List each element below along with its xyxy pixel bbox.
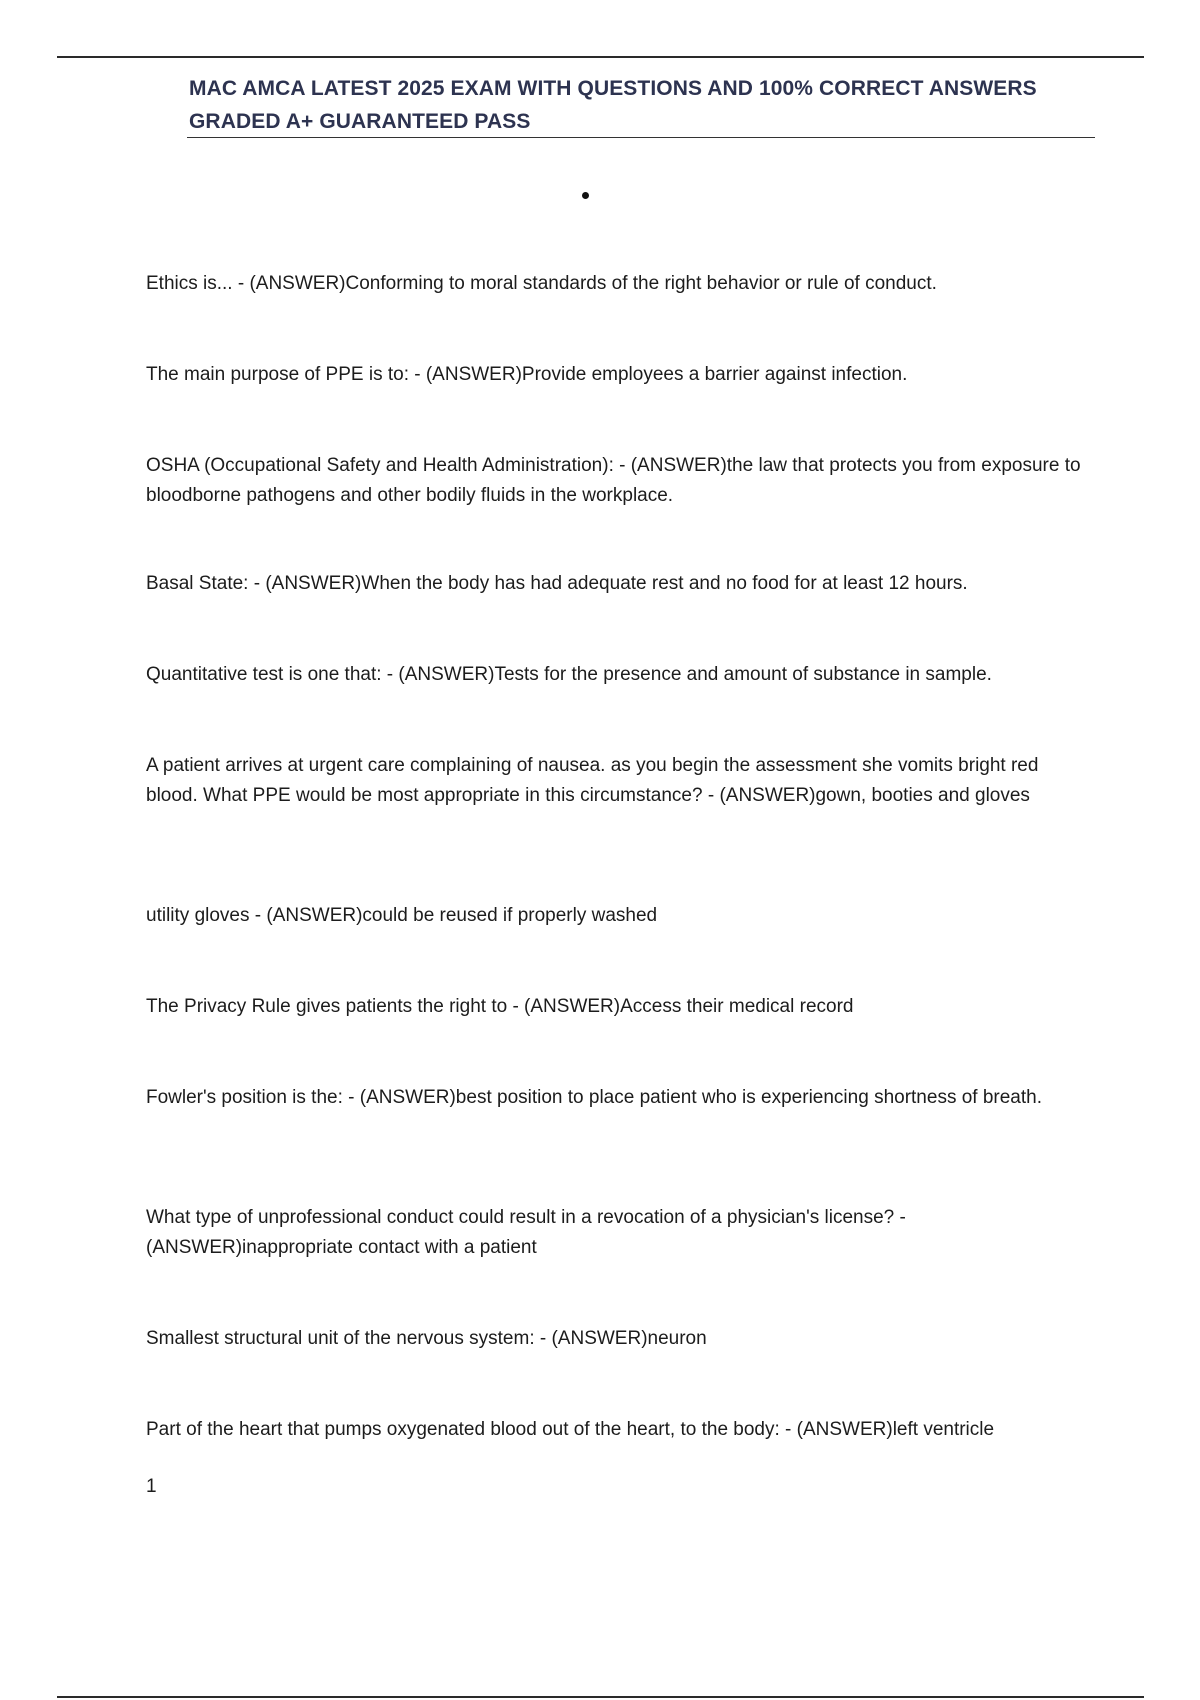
qa-item-ppe-purpose: The main purpose of PPE is to: - (ANSWER)Provide employees a barrier against infection. [146,364,908,385]
qa-item-utility-gloves: utility gloves - (ANSWER)could be reused if properly washed [146,905,658,926]
qa-item-heart-ventricle: Part of the heart that pumps oxygenated blood out of the heart, to the body: - (ANSWER)left ventricle [146,1419,995,1440]
qa-item-urgent-care-ppe: A patient arrives at urgent care complaining of nausea. as you begin the assessment she vomits bright red blood. What PPE would be most appropriate in this circumstance? - (ANSWER)gown, booties and gloves [146,755,1039,806]
bullet-point [582,192,589,199]
qa-item-nervous-system: Smallest structural unit of the nervous system: - (ANSWER)neuron [146,1328,707,1349]
qa-item-privacy-rule: The Privacy Rule gives patients the right to - (ANSWER)Access their medical record [146,996,854,1017]
page-number: 1 [146,1476,157,1497]
qa-item-quantitative-test: Quantitative test is one that: - (ANSWER)Tests for the presence and amount of substance in sample. [146,664,992,685]
qa-item-ethics: Ethics is... - (ANSWER)Conforming to moral standards of the right behavior or rule of conduct. [146,273,937,294]
document-header [189,72,1095,138]
top-rule [57,56,1144,58]
qa-item-basal-state: Basal State: - (ANSWER)When the body has had adequate rest and no food for at least 12 hours. [146,573,968,594]
qa-item-osha: OSHA (Occupational Safety and Health Administration): - (ANSWER)the law that protects you from exposure to bloodborne pathogens and other bodily fluids in the workplace. [146,455,1081,506]
qa-item-fowlers-position: Fowler's position is the: - (ANSWER)best position to place patient who is experiencing shortness of breath. [146,1087,1042,1108]
header-title-line-2: GRADED A+ GUARANTEED PASS [189,110,531,133]
bottom-rule [57,1696,1144,1698]
header-rule [187,137,1095,138]
qa-item-unprofessional-conduct: What type of unprofessional conduct could result in a revocation of a physician's license? - (ANSWER)inappropriate contact with a patient [146,1207,906,1258]
header-title-line-1: MAC AMCA LATEST 2025 EXAM WITH QUESTIONS AND 100% CORRECT ANSWERS [189,77,1037,100]
